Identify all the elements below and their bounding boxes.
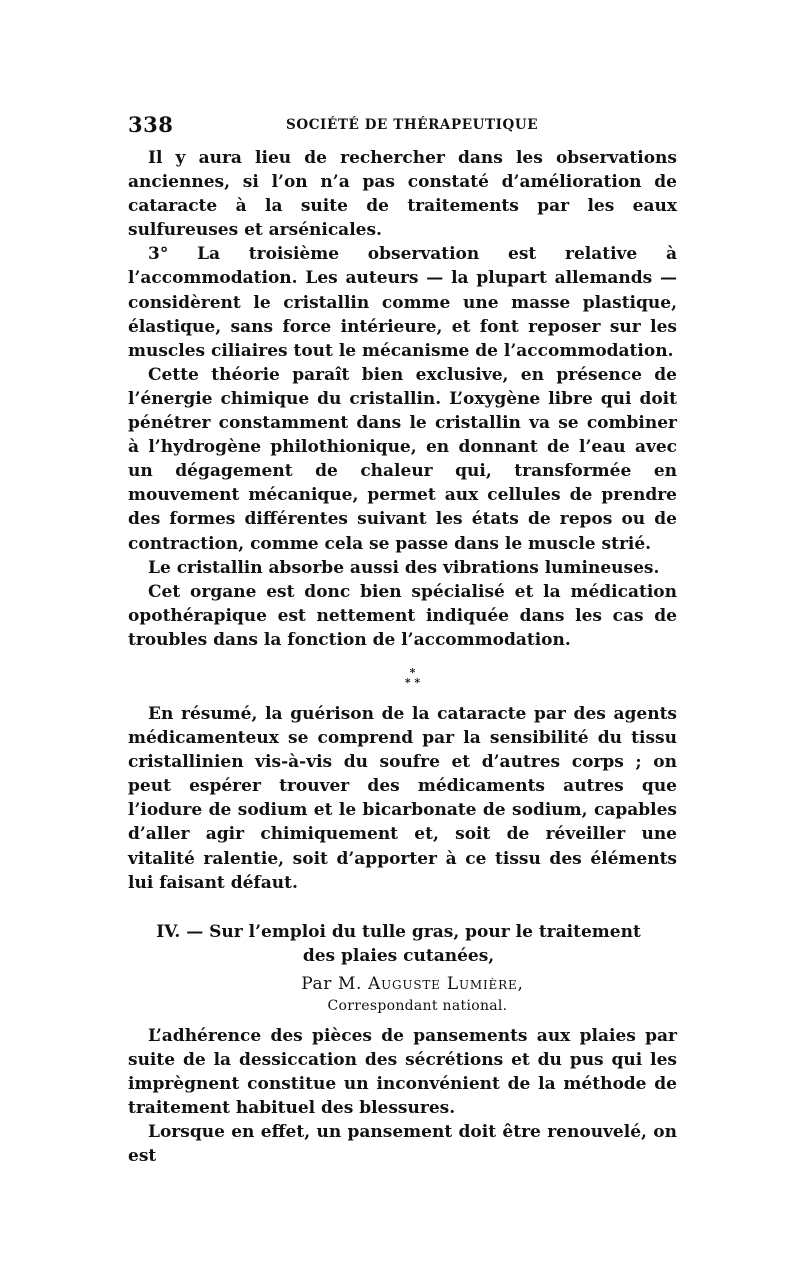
section-heading bbox=[128, 920, 677, 968]
paragraph: Le cristallin absorbe aussi des vibrations lumineuses. bbox=[148, 557, 660, 578]
paragraph: En résumé, la guérison de la cataracte par des agents médicamenteux se comprend par la sensibilité du tissu cristallinien vis-à-vis du soufre et d’autres corps ; on peut espérer trouver des médicaments autres que l’iodure de sodium et le bicarbonate de sodium, capables d’aller agir chimiquement et, soit de réveiller une vitalité ralentie, soit d’apporter à ce tissu des éléments lui faisant défaut. bbox=[128, 703, 677, 893]
paragraph: Il y aura lieu de rechercher dans les observations anciennes, si l’on n’a pas constaté d’amélioration de cataracte à la suite de traitements par les eaux sulfureuses et arsénicales. bbox=[128, 148, 677, 241]
section-heading-line2: des plaies cutanées, bbox=[302, 945, 495, 966]
body-text-middle bbox=[128, 702, 677, 895]
asterism-bottom: * * bbox=[404, 675, 421, 689]
paragraph: 3° La troisième observation est relative à l’accommodation. Les auteurs — la plupart allemands — considèrent le cristallin comme une masse plastique, élastique, sans force intérieure, et font reposer sur les muscles ciliaires tout le mécanisme de l’accommodation. bbox=[128, 244, 677, 361]
body-text-bottom bbox=[128, 1024, 677, 1169]
paragraph: Lorsque en effet, un pansement doit être renouvelé, on est bbox=[128, 1122, 677, 1167]
running-head bbox=[128, 112, 677, 146]
paragraph: Cet organe est donc bien spécialisé et la médication opothérapique est nettement indiquée dans les cas de troubles dans la fonction de l’accommodation. bbox=[128, 581, 677, 650]
paragraph: L’adhérence des pièces de pansements aux plaies par suite de la dessiccation des sécrétions et du pus qui les imprègnent constitue un inconvénient de la méthode de traitement habituel des blessures. bbox=[128, 1025, 677, 1118]
byline-prefix: Par M. bbox=[301, 973, 363, 994]
section-heading-line1: IV. — Sur l’emploi du tulle gras, pour le traitement bbox=[156, 921, 641, 942]
journal-title: SOCIÉTÉ DE THÉRAPEUTIQUE bbox=[286, 117, 539, 133]
byline bbox=[128, 972, 677, 996]
body-text-top bbox=[128, 146, 677, 652]
author-name: Auguste Lumière, bbox=[368, 973, 524, 994]
paragraph: Cette théorie paraît bien exclusive, en présence de l’énergie chimique du cristallin. L’oxygène libre qui doit pénétrer constamment dans le cristallin va se combiner à l’hydrogène philothionique, en donnant de l’eau avec un dégagement de chaleur qui, transformée en mouvement mécanique, permet aux cellules de prendre des formes différentes suivant les états de repos ou de contraction, comme cela se passe dans le muscle strié. bbox=[128, 364, 677, 554]
page-number: 338 bbox=[128, 112, 174, 137]
book-page bbox=[128, 112, 677, 1168]
asterism-top: * bbox=[409, 665, 416, 679]
author-affiliation: Correspondant national. bbox=[327, 997, 508, 1014]
asterism-separator bbox=[148, 665, 677, 689]
